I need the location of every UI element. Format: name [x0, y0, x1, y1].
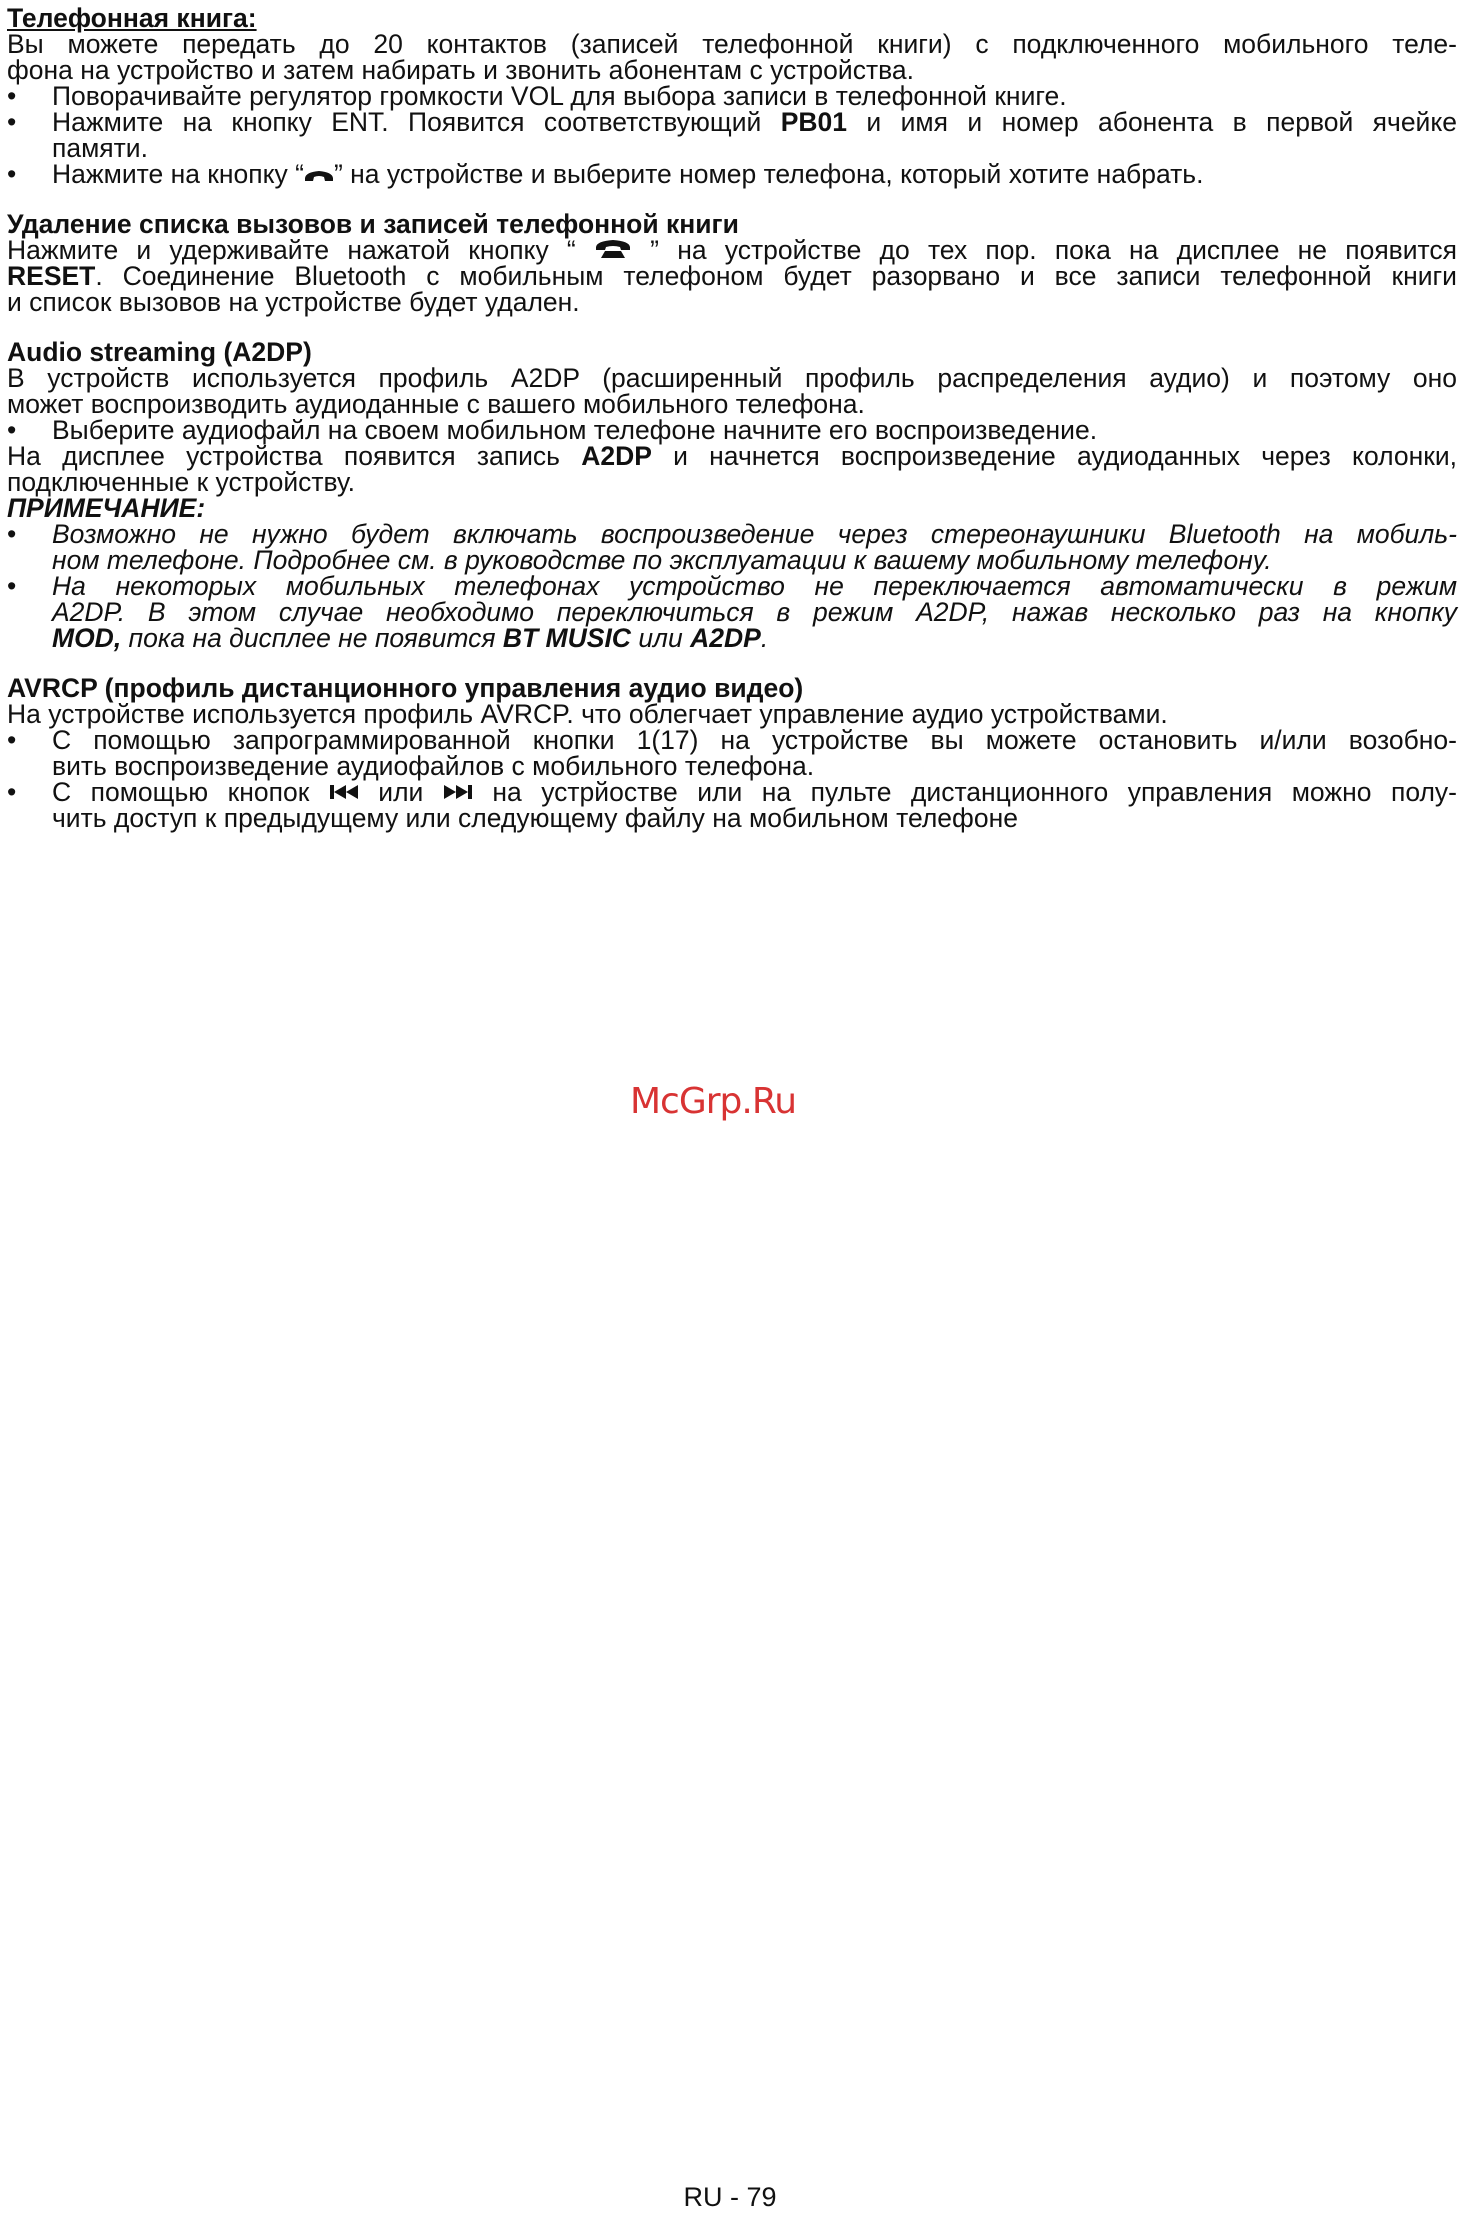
phonebook-bullet-3-part-b: ” на устройстве и выберите номер телефона, который хотите набрать. [333, 159, 1204, 189]
phonebook-intro-line-1: Вы можете передать до 20 контактов (записей телефонной книги) с подключенного мобильного теле- [7, 29, 1457, 59]
bullet: • [7, 777, 17, 807]
a2dp-paragraph-2-line-2: подключенные к устройству. [7, 467, 355, 497]
a2dp-mode-label: A2DP [690, 623, 761, 653]
page-number: RU - 79 [683, 2182, 777, 2212]
phonebook-bullet-2-part-b: и имя и номер абонента в первой ячейке [847, 107, 1457, 137]
a2dp-label: A2DP [581, 441, 652, 471]
avrcp-paragraph-1: На устройстве используется профиль AVRCP. что облегчает управление аудио устройствами. [7, 699, 1168, 729]
avrcp-bullet-1-line-2: вить воспроизведение аудиофайлов с мобильного телефона. [52, 751, 815, 781]
phonebook-bullet-3-text [52, 156, 1457, 194]
reset-label: RESET [7, 261, 96, 291]
phonebook-intro-line-2: фона на устройство и затем набирать и звонить абонентам с устройства. [7, 55, 914, 85]
a2dp-paragraph-2-part-a: На дисплее устройства появится запись [7, 441, 582, 471]
delete-line-1-part-a: Нажмите и удерживайте нажатой кнопку “ [7, 235, 594, 265]
phonebook-bullet-2-part-a: Нажмите на кнопку ENT. Появится соответствующий [52, 107, 781, 137]
bullet: • [7, 571, 17, 601]
note-bullet-2-line-2: A2DP. В этом случае необходимо переключиться в режим A2DP, нажав несколько раз на кнопку [52, 597, 1457, 627]
bullet: • [7, 415, 17, 445]
a2dp-paragraph-1-line-2: может воспроизводить аудиоданные с вашего мобильного телефона. [7, 389, 865, 419]
avrcp-heading: AVRCP (профиль дистанционного управления аудио видео) [7, 673, 804, 703]
delete-line-2-text: . Соединение Bluetooth с мобильным телефоном будет разорвано и все записи телефонной книги [95, 261, 1457, 291]
note-heading: ПРИМЕЧАНИЕ: [7, 493, 206, 523]
watermark: McGrp.Ru [630, 1081, 797, 1122]
avrcp-bullet-1-line-1: С помощью запрограммированной кнопки 1(17) на устройстве вы можете остановить и/или возобно- [52, 725, 1457, 755]
note-bullet-2-part-a: пока на дисплее не появится [121, 623, 503, 653]
bt-music-label: BT MUSIC [502, 623, 631, 653]
note-bullet-2-line-1: На некоторых мобильных телефонах устройство не переключается автоматически в режим [52, 571, 1457, 601]
bullet: • [7, 519, 17, 549]
delete-line-3: и список вызовов на устройстве будет удален. [7, 287, 580, 317]
delete-heading: Удаление списка вызовов и записей телефонной книги [7, 209, 739, 239]
phonebook-heading: Телефонная книга: [7, 3, 257, 33]
note-bullet-1-line-1: Возможно не нужно будет включать воспроизведение через стереонаушники Bluetooth на мобиль- [52, 519, 1457, 549]
delete-line-1-part-b: ” на устройстве до тех пор. пока на дисплее не появится [631, 235, 1457, 265]
note-bullet-2-part-b: или [630, 623, 691, 653]
pb01-label: PB01 [780, 107, 848, 137]
mod-label: MOD, [52, 623, 122, 653]
avrcp-bullet-2-line-2: чить доступ к предыдущему или следующему файлу на мобильном телефоне [52, 803, 1018, 833]
phonebook-bullet-2-continuation: памяти. [52, 133, 148, 163]
bullet: • [7, 107, 17, 137]
a2dp-heading: Audio streaming (A2DP) [7, 337, 312, 367]
avrcp-bullet-2-part-a: С помощью кнопок [52, 777, 329, 807]
bullet: • [7, 725, 17, 755]
a2dp-paragraph-2-part-b: и начнется воспроизведение аудиоданных через колонки, [651, 441, 1457, 471]
bullet: • [7, 81, 17, 111]
phonebook-bullet-1-text: Поворачивайте регулятор громкости VOL для выбора записи в телефонной книге. [52, 81, 1067, 111]
phonebook-bullet-3-part-a: Нажмите на кнопку “ [52, 159, 304, 189]
note-bullet-2-line-3 [52, 620, 1457, 656]
phone-handset-icon [304, 156, 334, 192]
avrcp-bullet-2-part-c: на устрйостве или на пульте дистанционного управления можно полу- [472, 777, 1458, 807]
avrcp-bullet-2-part-b: или [358, 777, 443, 807]
note-bullet-2-part-c: . [760, 623, 769, 653]
a2dp-paragraph-1-line-1: В устройств используется профиль A2DP (расширенный профиль распределения аудио) и поэтому оно [7, 363, 1457, 393]
bullet: • [7, 159, 17, 189]
a2dp-bullet-1-text: Выберите аудиофайл на своем мобильном телефоне начните его воспроизведение. [52, 415, 1098, 445]
note-bullet-1-line-2: ном телефоне. Подробнее см. в руководстве по эксплуатации к вашему мобильному телефону. [52, 545, 1272, 575]
